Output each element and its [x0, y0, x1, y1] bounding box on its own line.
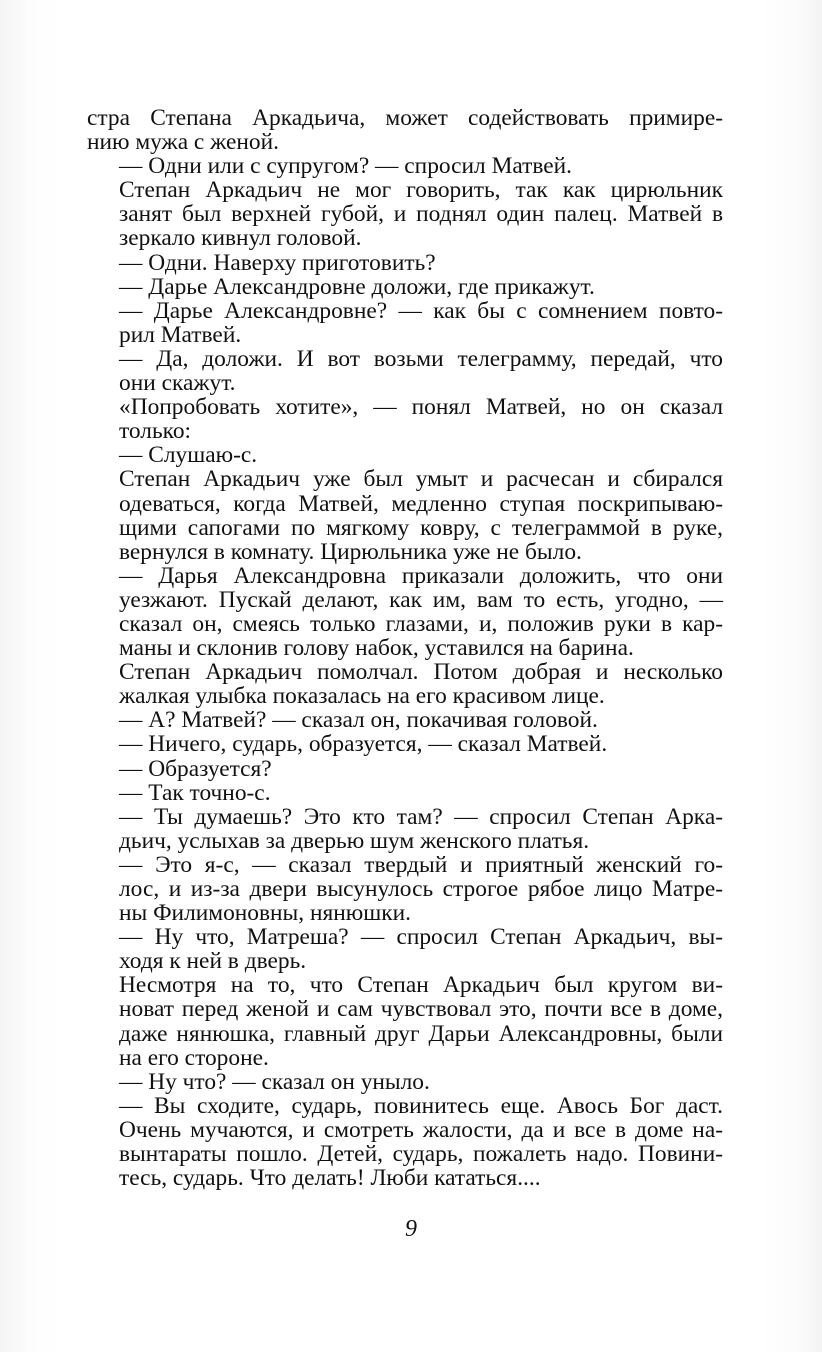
text-line: — Одни или с супругом? — спросил Матвей.	[119, 153, 573, 180]
page-number: 9	[405, 1216, 417, 1242]
paragraph	[87, 708, 723, 732]
text-line: занят был верхней губой, и поднял один палец. Матвей в	[119, 201, 723, 228]
text-line: лос, и из-за двери высунулось строгое рябое лицо Матре-	[119, 876, 723, 902]
page-text	[87, 106, 723, 1190]
text-line: — Дарье Александровне? — как бы с сомнением повто-	[119, 297, 723, 324]
text-line: зеркало кивнул головой.	[119, 225, 362, 252]
text-line: — Образуется?	[119, 755, 272, 782]
paragraph	[87, 395, 723, 443]
paragraph	[87, 757, 723, 781]
paragraph	[87, 178, 723, 250]
text-line: — Дарье Александровне доложи, где прикажут.	[119, 273, 595, 300]
text-line: одеваться, когда Матвей, медленно ступая поскрипываю-	[119, 490, 723, 517]
text-line: Очень мучаются, и смотреть жалости, да и все в доме на-	[119, 1116, 723, 1143]
paragraph	[87, 925, 723, 973]
text-line: уезжают. Пускай делают, как им, вам то есть, угодно, —	[119, 586, 723, 613]
text-line: — Дарья Александровна приказали доложить, что они	[119, 562, 723, 589]
text-line: ходя к ней в дверь.	[119, 948, 307, 975]
paragraph	[87, 106, 723, 154]
text-line: жалкая улыбка показалась на его красивом лице.	[119, 683, 605, 710]
paragraph	[87, 805, 723, 853]
text-line: сказал он, смеясь только глазами, и, положив руки в кар-	[119, 610, 723, 637]
paragraph	[87, 299, 723, 347]
text-line: — Да, доложи. И вот возьми телеграмму, передай, что	[119, 345, 723, 372]
text-line: даже нянюшка, главный друг Дарьи Александровны, были	[119, 1020, 723, 1047]
text-line: — Ничего, сударь, образуется, — сказал Матвей.	[119, 731, 608, 758]
paragraph	[87, 467, 723, 563]
text-line: стра Степана Аркадьича, может содействовать примире-	[87, 105, 723, 131]
text-line: новат перед женой и сам чувствовал это, почти все в доме,	[119, 996, 723, 1023]
text-line: рил Матвей.	[119, 321, 242, 348]
paragraph	[87, 251, 723, 275]
text-line: Степан Аркадьич помолчал. Потом добрая и несколько	[119, 659, 723, 686]
text-line: Степан Аркадьич не мог говорить, так как цирюльник	[119, 177, 723, 204]
paragraph	[87, 1070, 723, 1094]
text-line: — Вы сходите, сударь, повинитесь еще. Авось Бог даст.	[119, 1092, 723, 1119]
paragraph	[87, 853, 723, 925]
text-line: Несмотря на то, что Степан Аркадьич был кругом ви-	[119, 972, 723, 999]
paragraph	[87, 154, 723, 178]
text-line: — Слушаю-с.	[119, 442, 258, 469]
text-line: «Попробовать хотите», — понял Матвей, но он сказал	[119, 394, 723, 421]
paragraph	[87, 732, 723, 756]
paragraph	[87, 564, 723, 660]
text-line: — Ну что, Матреша? — спросил Степан Аркадьич, вы-	[119, 924, 723, 951]
text-line: щими сапогами по мягкому ковру, с телеграммой в руке,	[119, 514, 723, 541]
paragraph	[87, 781, 723, 805]
text-line: тесь, сударь. Что делать! Люби кататься....	[119, 1165, 541, 1192]
text-line: ны Филимоновны, нянюшки.	[119, 900, 411, 927]
paragraph	[87, 443, 723, 467]
paragraph	[87, 660, 723, 708]
paragraph	[87, 275, 723, 299]
text-line: на его стороне.	[119, 1044, 269, 1071]
text-line: Степан Аркадьич уже был умыт и расчесан и сбирался	[119, 466, 723, 493]
text-line: только:	[119, 418, 192, 445]
text-line: нию мужа с женой.	[87, 129, 279, 156]
text-line: — Это я-с, — сказал твердый и приятный женский го-	[119, 851, 723, 878]
text-line: — Так точно-с.	[119, 779, 271, 806]
text-line: — Ну что? — сказал он уныло.	[119, 1068, 430, 1095]
text-line: — А? Матвей? — сказал он, покачивая головой.	[119, 707, 598, 734]
paragraph	[87, 347, 723, 395]
text-line: — Ты думаешь? Это кто там? — спросил Степан Арка-	[119, 803, 723, 830]
text-line: они скажут.	[119, 370, 236, 397]
text-line: вернулся в комнату. Цирюльника уже не было.	[119, 538, 582, 565]
text-line: вынтараты пошло. Детей, сударь, пожалеть надо. Повини-	[119, 1141, 723, 1168]
text-line: — Одни. Наверху приготовить?	[119, 249, 436, 276]
text-line: дьич, услыхав за дверью шум женского платья.	[119, 827, 590, 854]
paragraph	[87, 973, 723, 1069]
paragraph	[87, 1094, 723, 1190]
text-line: маны и склонив голову набок, уставился на барина.	[119, 635, 634, 662]
